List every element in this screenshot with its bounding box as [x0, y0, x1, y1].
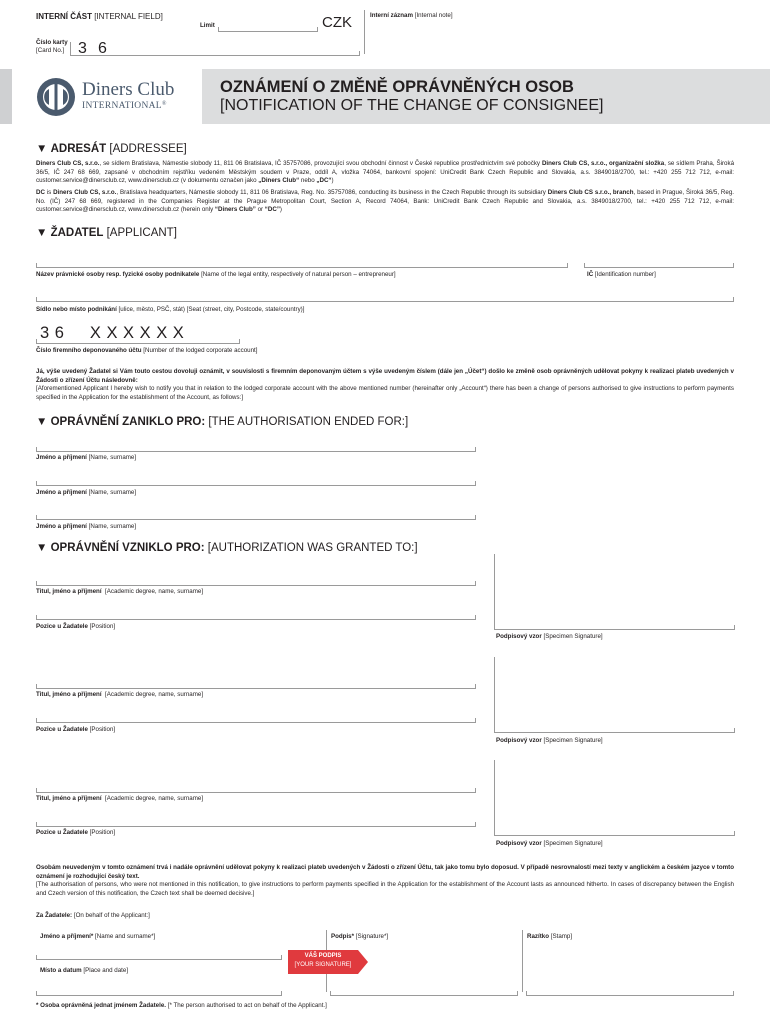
card-label-en: [Card No.]: [36, 47, 65, 54]
seat-label: [36, 306, 304, 314]
addressee-en-3: Diners Club CS, s.r.o.: [53, 189, 117, 196]
closing-cz: Osobám neuvedeným v tomto oznámení trvá i nadále oprávnění udělovat pokyny k realizaci plateb uvedených v Žádosti o zřízení Účtu, tak jako tomu bylo doposud. V případě nesrovnalostí mezi texty v anglickém a českém jazyce v tomto oznámení je rozhodující český text.: [36, 864, 734, 880]
addressee-en-1: DC: [36, 189, 45, 196]
granted-name-en-2: [Academic degree, name, surname]: [105, 691, 204, 698]
granted-pos-en-3: [Position]: [89, 829, 116, 836]
stamp-cz: Razítko: [527, 933, 550, 940]
ended-label-en-2: [Name, surname]: [88, 489, 137, 496]
addressee-title: ADRESÁT: [50, 143, 107, 155]
footnote-cz: * Osoba oprávněná jednat jménem Žadatele.: [36, 1002, 166, 1009]
sig-cz-1: Podpisový vzor: [496, 633, 542, 640]
triangle-down-icon: ▼: [36, 227, 48, 239]
card-number-field[interactable]: [70, 44, 360, 56]
account-number-value: 3 6 X X X X X X: [40, 324, 185, 342]
signer-name-field[interactable]: [36, 954, 282, 960]
signature-field[interactable]: [330, 990, 518, 996]
signer-name-cz: Jméno a příjmení*: [40, 933, 94, 940]
specimen-signature-box-3[interactable]: [494, 760, 734, 836]
logo-registered-mark: ®: [161, 101, 167, 107]
place-date-cz: Místo a datum: [40, 967, 82, 974]
sig-cz-2: Podpisový vzor: [496, 737, 542, 744]
card-number-label: [36, 39, 68, 55]
internal-title: INTERNÍ ČÁST: [36, 12, 92, 21]
internal-note-title-en: [Internal note]: [414, 12, 453, 19]
applicant-title-en: [APPLICANT]: [106, 227, 177, 239]
internal-note-title: Interní záznam: [370, 12, 413, 19]
on-behalf-label: [36, 912, 150, 920]
applicant-title: ŽADATEL: [50, 227, 104, 239]
seat-label-cz: Sídlo nebo místo podnikání: [36, 306, 117, 313]
granted-pos-en-2: [Position]: [89, 726, 116, 733]
ended-label-1: Jméno a příjmení: [36, 454, 87, 461]
card-digit-2: 6: [98, 40, 107, 57]
closing-en: [The authorisation of persons, who were not mentioned in this notification, to give instructions to perform payments specified in the Application for the establishment of the Account lasts as announced hitherto. In cases of discrepancy between the English and Czech version of this notification, the Czech text shall be deemed decisive.]: [36, 881, 734, 897]
ended-title-en: [THE AUTHORISATION ENDED FOR:]: [208, 416, 409, 428]
place-date-field[interactable]: [36, 990, 282, 996]
logo-sub-text: INTERNATIONAL: [82, 101, 162, 111]
sig-en-2: [Specimen Signature]: [543, 737, 603, 744]
ended-title: OPRÁVNĚNÍ ZANIKLO PRO:: [50, 416, 206, 428]
ended-name-field-1[interactable]: [36, 446, 476, 452]
triangle-down-icon: ▼: [36, 143, 48, 155]
logo-name: Diners Club: [82, 79, 175, 100]
legal-entity-name-label: [36, 271, 396, 279]
addressee-en-7: “Diners Club”: [214, 206, 256, 214]
granted-name-en-3: [Academic degree, name, surname]: [105, 795, 204, 802]
granted-name-cz-3: Titul, jméno a příjmení: [36, 795, 102, 802]
granted-name-label-2: [36, 691, 203, 699]
signature-divider-2: [522, 930, 523, 992]
addressee-title-en: [ADDRESSEE]: [109, 143, 187, 155]
badge-line-2: [YOUR SIGNATURE]: [294, 962, 352, 968]
ended-name-field-3[interactable]: [36, 514, 476, 520]
limit-label: Limit: [200, 22, 215, 29]
behalf-en: [On behalf of the Applicant:]: [73, 912, 150, 919]
addressee-heading: [36, 143, 187, 155]
place-date-label: [40, 967, 128, 975]
granted-position-field-3[interactable]: [36, 821, 476, 827]
stamp-field[interactable]: [526, 990, 734, 996]
granted-name-label-3: [36, 795, 203, 803]
diners-club-logo: [36, 77, 196, 117]
applicant-heading: [36, 227, 177, 239]
ended-name-label-2: [36, 489, 136, 497]
granted-name-field-1[interactable]: [36, 580, 476, 586]
signature-label: [331, 933, 388, 941]
addressee-cz-1: Diners Club CS, s.r.o.: [36, 160, 100, 167]
stamp-en: [Stamp]: [550, 933, 573, 940]
addressee-cz-8: ): [331, 177, 334, 185]
card-label: Číslo karty: [36, 39, 68, 46]
addressee-text-en: [36, 189, 734, 215]
limit-field[interactable]: [218, 24, 318, 32]
granted-pos-cz-1: Pozice u Žadatele: [36, 623, 88, 630]
granted-name-en-1: [Academic degree, name, surname]: [105, 588, 204, 595]
seat-label-en: [ulice, město, PSČ, stát) [Seat (street, city, Postcode, state/country)]: [118, 306, 305, 313]
behalf-cz: Za Žadatele:: [36, 912, 73, 919]
addressee-en-2: is: [44, 189, 54, 196]
ended-name-field-2[interactable]: [36, 480, 476, 486]
internal-field-title: [36, 12, 163, 21]
ended-label-en-3: [Name, surname]: [88, 523, 137, 530]
granted-name-field-2[interactable]: [36, 683, 476, 689]
addressee-en-6: , based in Prague, Široká 36/5, Reg. No. (IČ) 247 68 669, registered in the Companies Register at the Prague Metropolitan Court, Section A, Record 74064, Bank: UniCredit Bank Czech Republic and Slovakia, a.s. 3849018/2700, tel.: +420 255 712 712, e-mail: customer.service@dinersclub.cz, www.dinersclub.cz (herein only: [36, 189, 734, 214]
diners-club-logo-icon: [36, 77, 76, 117]
addressee-en-5: Diners Club CS s.r.o., branch: [547, 189, 634, 196]
footnote: [36, 1002, 327, 1010]
granted-name-cz-1: Titul, jméno a příjmení: [36, 588, 102, 595]
ended-heading: [36, 416, 408, 428]
internal-title-en: [INTERNAL FIELD]: [94, 12, 163, 21]
page-title: OZNÁMENÍ O ZMĚNĚ OPRÁVNĚNÝCH OSOB: [220, 78, 574, 96]
account-number-label: [36, 347, 257, 355]
signature-cz: Podpis*: [331, 933, 355, 940]
statement-cz: Já, výše uvedený Žadatel si Vám touto cestou dovoluji oznámit, v souvislosti s firemním deponovaným účtem s výše uvedeným číslem (dále jen „Účet“) došlo ke změně osob oprávněných udělovat pokyny k realizaci plateb uvedených v Žádosti o zřízení Účtu následovně:: [36, 368, 734, 384]
currency-label: CZK: [322, 14, 352, 31]
granted-name-label-1: [36, 588, 203, 596]
logo-subtitle: [82, 101, 167, 111]
addressee-en-9: “DC”: [264, 206, 280, 214]
triangle-down-icon: ▼: [36, 542, 48, 554]
specimen-signature-label-2: [496, 737, 603, 745]
internal-note-label[interactable]: [370, 12, 453, 20]
ended-label-3: Jméno a příjmení: [36, 523, 87, 530]
ended-label-2: Jméno a příjmení: [36, 489, 87, 496]
granted-position-label-1: [36, 623, 115, 631]
granted-heading: [36, 542, 418, 554]
addressee-cz-4: , se sídlem Praha, Široká 36/5, IČ 247 68 669, zapsané v obchodním rejstříku vedeném Městským soudem v Praze, oddíl A, vložka 74064, bankovní spojení: UniCredit Bank Czech Republic and Slovakia, a.s. 3849018/2700, tel.: +420 255 712 712, e-mail: customer.service@dinersclub.cz, www.dinersclub.cz (v dokumentu označen jako: [36, 160, 735, 185]
addressee-cz-3: Diners Club CS, s.r.o., organizační složka: [541, 160, 665, 167]
granted-pos-en-1: [Position]: [89, 623, 116, 630]
legal-entity-name-field[interactable]: [36, 262, 568, 268]
specimen-signature-box-1[interactable]: [494, 554, 734, 630]
granted-position-label-2: [36, 726, 115, 734]
granted-position-field-1[interactable]: [36, 614, 476, 620]
granted-position-label-3: [36, 829, 115, 837]
internal-divider: [364, 10, 365, 54]
signer-name-en: [Name and surname*]: [95, 933, 156, 940]
ended-label-en-1: [Name, surname]: [88, 454, 137, 461]
ended-name-label-3: [36, 523, 136, 531]
addressee-cz-7: „DC“: [316, 177, 332, 185]
triangle-down-icon: ▼: [36, 416, 48, 428]
page-subtitle: [NOTIFICATION OF THE CHANGE OF CONSIGNEE]: [220, 97, 604, 114]
stamp-label: [527, 933, 572, 941]
your-signature-badge: [288, 950, 368, 974]
place-date-en: [Place and date]: [83, 967, 129, 974]
account-label: Číslo firemního deponovaného účtu: [36, 347, 142, 354]
account-label-en: [Number of the lodged corporate account]: [143, 347, 258, 354]
statement-en: [Aforementioned Applicant I hereby wish to notify you that in relation to the lodged corporate account with the above mentioned number (hereinafter only „Account“) there has been a change of persons authorised to give instructions to perform payments specified in the Application for the establishment of the Account, as follows:]: [36, 385, 734, 401]
granted-name-cz-2: Titul, jméno a příjmení: [36, 691, 102, 698]
granted-position-field-2[interactable]: [36, 717, 476, 723]
seat-field[interactable]: [36, 296, 734, 302]
specimen-signature-box-2[interactable]: [494, 657, 734, 733]
legal-entity-label-en: [Name of the legal entity, respectively of natural person – entrepreneur]: [201, 271, 396, 278]
addressee-cz-6: nebo: [299, 177, 317, 185]
specimen-signature-label-3: [496, 840, 603, 848]
granted-pos-cz-3: Pozice u Žadatele: [36, 829, 88, 836]
signature-en: [Signature*]: [355, 933, 389, 940]
signer-name-label: [40, 933, 155, 941]
granted-title-en: [AUTHORIZATION WAS GRANTED TO:]: [207, 542, 418, 554]
account-number-field[interactable]: [36, 338, 240, 344]
addressee-en-4: , Bratislava headquarters, Námestie slobody 11, 811 06 Bratislava, Reg. No. 35757086, conducting its business in the Czech Republic through its subsidiary: [116, 189, 548, 196]
legal-entity-label: Název právnické osoby resp. fyzické osoby podnikatele: [36, 271, 200, 278]
logo-strip: [0, 69, 12, 124]
addressee-text-cz: [36, 160, 734, 186]
badge-line-1: VÁŠ PODPIS: [304, 953, 342, 959]
specimen-signature-label-1: [496, 633, 603, 641]
granted-pos-cz-2: Pozice u Žadatele: [36, 726, 88, 733]
granted-name-field-3[interactable]: [36, 787, 476, 793]
addressee-cz-2: , se sídlem Bratislava, Námestie slobody 11, 811 06 Bratislava, IČ 35757086, provozující svou obchodní činnost v České republice prostřednictvím své pobočky: [99, 160, 542, 167]
footnote-en: [* The person authorised to act on behalf of the Applicant.]: [167, 1002, 327, 1009]
granted-title: OPRÁVNĚNÍ VZNIKLO PRO:: [50, 542, 205, 554]
ic-label-en: [Identification number]: [594, 271, 656, 278]
identification-number-field[interactable]: [584, 262, 734, 268]
addressee-en-10: ): [279, 206, 282, 214]
ic-label: IČ: [587, 271, 594, 278]
addressee-en-8: or: [255, 206, 265, 214]
sig-en-1: [Specimen Signature]: [543, 633, 603, 640]
sig-en-3: [Specimen Signature]: [543, 840, 603, 847]
card-digit-1: 3: [78, 40, 87, 57]
sig-cz-3: Podpisový vzor: [496, 840, 542, 847]
identification-number-label: [587, 271, 656, 279]
ended-name-label-1: [36, 454, 136, 462]
addressee-cz-5: „Diners Club“: [258, 177, 300, 185]
